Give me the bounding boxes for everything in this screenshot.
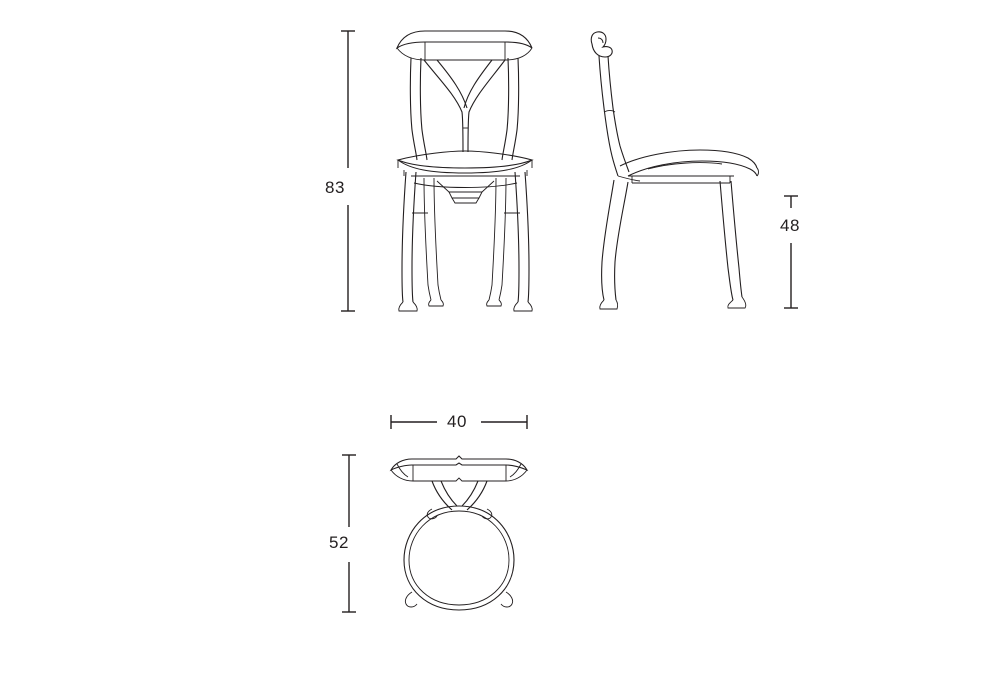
dimension-label-seat-height: 48 — [780, 216, 800, 235]
front-view — [397, 31, 532, 311]
dimension-label-width: 40 — [447, 412, 467, 431]
dimension-seat-height-48 — [784, 196, 798, 308]
side-view — [591, 32, 758, 309]
dimension-label-depth: 52 — [329, 533, 349, 552]
dimension-label-height: 83 — [325, 178, 345, 197]
dimension-height-83 — [341, 31, 355, 311]
top-view — [391, 456, 527, 610]
